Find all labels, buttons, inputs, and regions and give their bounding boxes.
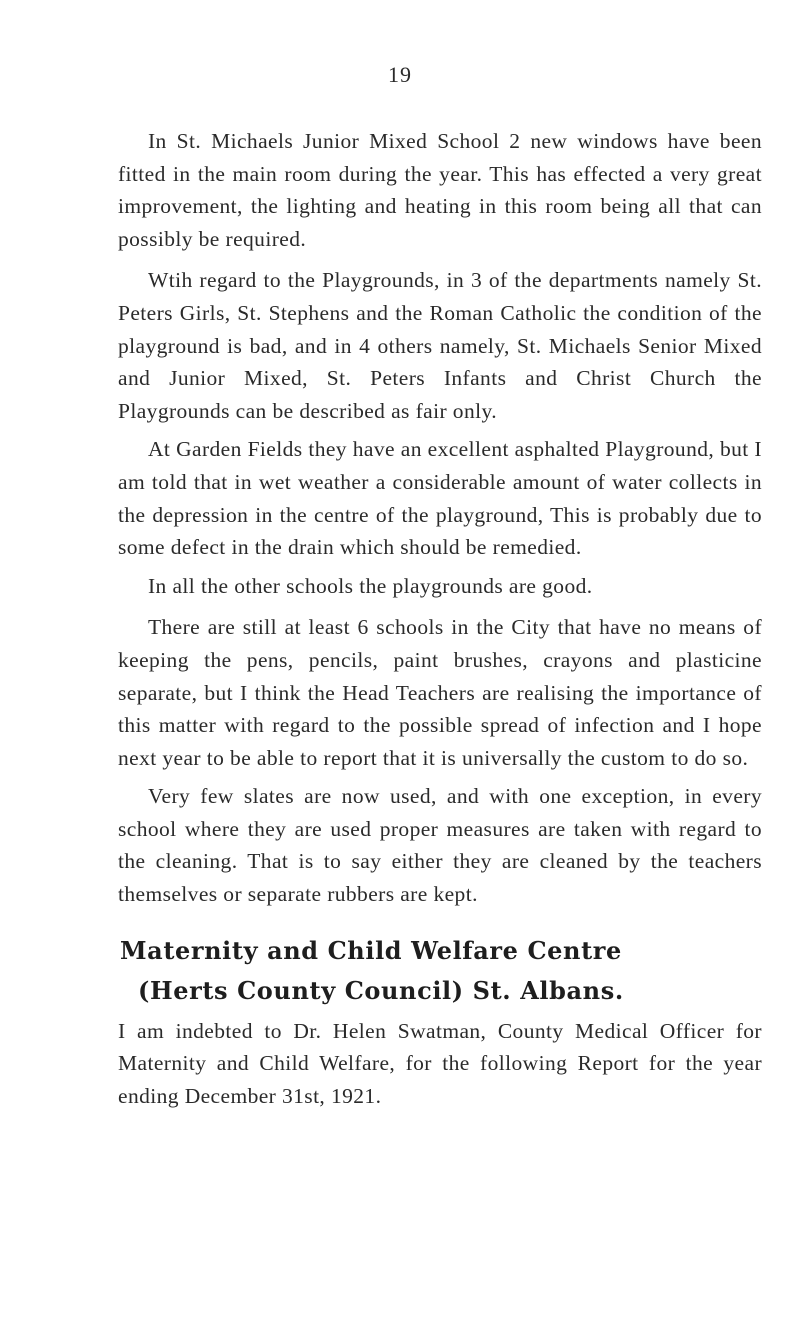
paragraph-playgrounds-condition: Wtih regard to the Playgrounds, in 3 of the departments namely St. Peters Girls, St. Stephens and the Roman Catholic the condition of the playground is bad, and in 4 others namely, St. Michaels Senior Mixed and Junior Mixed, St. Peters Infants and Christ Church the Playgrounds can be described as fair only. [118,268,762,423]
paragraph-garden-fields: At Garden Fields they have an excellent asphalted Playground, but I am told that in wet weather a considerable amount of water collects in the depression in the centre of the playground, This is probably due to some defect in the drain which should be remedied. [118,437,762,560]
paragraph-windows: In St. Michaels Junior Mixed School 2 new windows have been fitted in the main room during the year. This has effected a very great improvement, the lighting and heating in this room being all that can possibly be required. [118,129,762,251]
paragraph-other-schools: In all the other schools the playgrounds are good. [148,573,593,598]
section-heading: Maternity and Child Welfare Centre [120,935,622,965]
page-number: 19 [388,62,412,87]
page-body [118,125,762,1112]
section-subheading: (Herts County Council) St. Albans. [138,975,624,1005]
paragraph-report-intro: I am indebted to Dr. Helen Swatman, County Medical Officer for Maternity and Child Welfare, for the following Report for the year ending December 31st, 1921. [118,1018,762,1108]
paragraph-slates: Very few slates are now used, and with one exception, in every school where they are used proper measures are taken with regard to the cleaning. That is to say either they are cleaned by the teachers themselves or separate rubbers are kept. [118,784,762,907]
paragraph-separate-materials: There are still at least 6 schools in the City that have no means of keeping the pens, pencils, paint brushes, crayons and plasticine separate, but I think the Head Teachers are realising the importance of this matter with regard to the possible spread of infection and I hope next year to be able to report that it is universally the custom to do so. [118,615,762,770]
